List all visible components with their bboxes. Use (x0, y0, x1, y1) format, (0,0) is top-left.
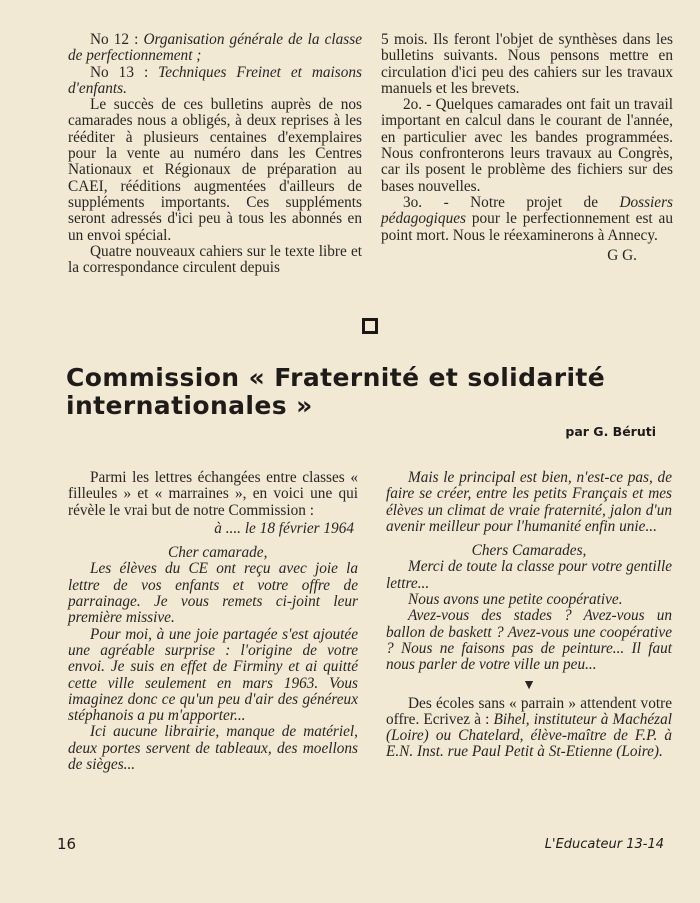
item-12-text: Organisation générale de la classe de perfectionnement ; (68, 31, 362, 65)
triangle-separator-icon: ▼ (522, 677, 536, 693)
bottom-left-column (68, 470, 358, 773)
item-13 (68, 65, 362, 98)
signature: G G. (607, 246, 637, 264)
reply-paragraph: Merci de toute la classe pour votre gentille lettre... (386, 558, 672, 592)
bottom-right-column (386, 470, 672, 761)
letter-paragraph: Les élèves du CE ont reçu avec joie la lettre de vos enfants et votre offre de parrainage. Je vous remets ci-joint leur première missive. (68, 560, 358, 627)
paragraph: Quatre nouveaux cahiers sur le texte libre et la correspondance circulent depuis (68, 242, 362, 277)
item-13-text: Techniques Freinet et maisons d'enfants. (68, 63, 363, 97)
item-13-label: No 13 : (90, 63, 159, 81)
dossiers-title: Dossiers pédagogiques (381, 193, 673, 228)
letter-date: à .... le 18 février 1964 (214, 519, 354, 537)
reply-paragraph: Nous avons une petite coopérative. (408, 591, 623, 609)
letter-salutation: Cher camarade, (168, 544, 268, 562)
top-right-column (381, 32, 673, 264)
contact-addresses: Bihel, instituteur à Machézal (Loire) ou Chatelard, élève-maître de F.P. à E.N. Inst. rue Paul Petit à St-Etienne (Loire). (386, 710, 673, 761)
paragraph: Le succès de ces bulletins auprès de nos camarades nous a obligés, à deux reprises à les rééditer à plusieurs centaines d'exemplaires pour la vente au numéro dans les Centres Nationaux et Régionaux de préparation au CAEI, rééditions augmentées d'ailleurs de suppléments importants. Ces suppléments seront adressés d'ici peu à tous les abonnés en un envoi spécial. (68, 96, 362, 244)
intro-paragraph: Parmi les lettres échangées entre classes « filleules » et « marraines », en voici une qui révèle le vrai but de notre Commission : (68, 469, 358, 519)
item-12-label: No 12 : (90, 31, 144, 48)
reply-salutation: Chers Camarades, (471, 542, 587, 560)
page-number: 16 (57, 835, 77, 853)
letter-paragraph: Ici aucune librairie, manque de matériel, deux portes servent de tableaux, des moellons de sièges... (68, 723, 358, 774)
byline: par G. Béruti (565, 424, 656, 439)
section-title: Commission « Fraternité et solidarité internationales » (66, 363, 606, 420)
item-12 (68, 32, 362, 65)
section-separator (362, 318, 378, 334)
paragraph: 3o. - Notre projet de Dossiers pédagogiques pour le perfectionnement est au point mort. Nous le réexaminerons à Annecy. (381, 193, 673, 244)
journal-name: L'Educateur 13-14 (544, 837, 664, 852)
paragraph: 2o. - Quelques camarades ont fait un travail important en calcul dans le courant de l'année, en particulier avec les bandes programmées. Nous confronterons leurs travaux au Congrès, car ils posent le problème des fichiers sur des bases nouvelles. (381, 96, 673, 195)
closing-paragraph: Des écoles sans « parrain » attendent votre offre. Ecrivez à : Bihel, instituteur à Machézal (Loire) ou Chatelard, élève-maître de F.P. à E.N. Inst. rue Paul Petit à St-Etienne (Loire). (386, 694, 673, 761)
top-left-column (68, 32, 362, 276)
letter-paragraph: Pour moi, à une joie partagée s'est ajoutée une agréable surprise : l'origine de votre envoi. Je suis en effet de Firminy et ai quitté cette ville seulement en mars 1963. Vous imaginez donc ce qu'un peu d'air des généreux stéphanois a pu m'apporter... (68, 625, 358, 725)
letter-paragraph: Mais le principal est bien, n'est-ce pas, de faire se créer, entre les petits Français et mes élèves un climat de vraie fraternité, jalon d'un avenir meilleur pour l'humanité enfin unie... (386, 469, 672, 535)
paragraph: 5 mois. Ils feront l'objet de synthèses dans les bulletins suivants. Nous pensons mettre en circulation d'ici peu des cahiers sur les travaux manuels et les brevets. (381, 31, 673, 97)
reply-paragraph: Avez-vous des stades ? Avez-vous un ballon de baskett ? Avez-vous une coopérative ? Nous ne faisons pas de peinture... Il faut nous parler de votre ville un peu... (386, 607, 672, 674)
